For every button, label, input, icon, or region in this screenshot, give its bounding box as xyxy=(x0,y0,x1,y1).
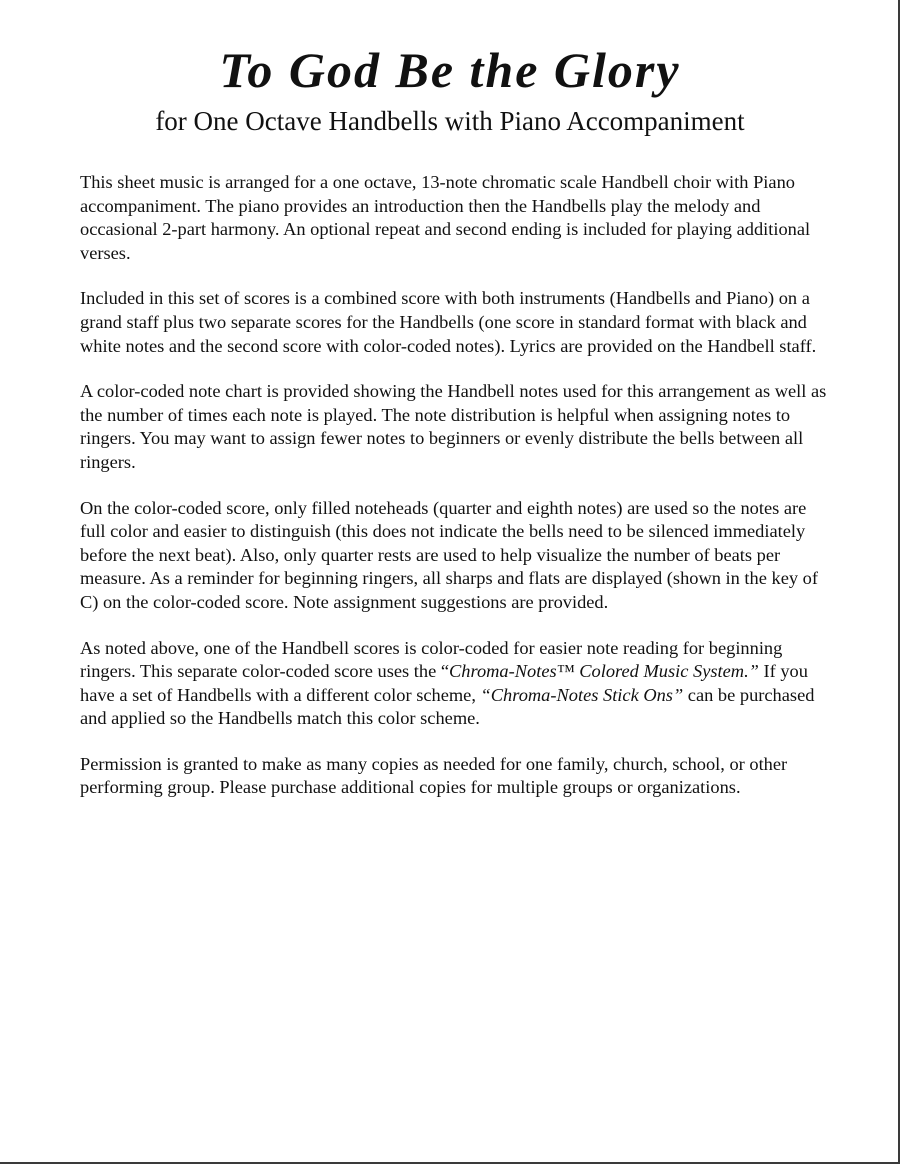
paragraph-permission: Permission is granted to make as many copies as needed for one family, church, school, or other performing group. Please purchase additional copies for multiple groups or organizations. xyxy=(80,753,788,798)
paragraph-chroma-notes xyxy=(80,637,830,731)
paragraph-arrangement: This sheet music is arranged for a one octave, 13-note chromatic scale Handbell choir with Piano accompaniment. The piano provides an introduction then the Handbells play the melody and occasional 2-part harmony. An optional repeat and second ending is included for playing additional verses. xyxy=(80,172,811,263)
document-body xyxy=(80,171,830,822)
chroma-notes-stick-ons-name: “Chroma-Notes Stick Ons” xyxy=(480,684,684,705)
chroma-notes-system-name: Chroma-Notes™ Colored Music System.” xyxy=(449,661,759,682)
paragraph-color-coded-score: On the color-coded score, only filled noteheads (quarter and eighth notes) are used so the notes are full color and easier to distinguish (this does not indicate the bells need to be silenced immediately before the next beat). Also, only quarter rests are used to help visualize the number of beats per measure. As a reminder for beginning ringers, all sharps and flats are displayed (shown in the key of C) on the color-coded score. Note assignment suggestions are provided. xyxy=(80,497,818,612)
paragraph-note-chart: A color-coded note chart is provided showing the Handbell notes used for this arrangement as well as the number of times each note is played. The note distribution is helpful when assigning notes to ringers. You may want to assign fewer notes to beginners or evenly distribute the bells between all ringers. xyxy=(80,381,827,472)
document-title: To God Be the Glory xyxy=(219,42,681,98)
chroma-notes-text-3: can be purchased and applied so the Handbells match this color scheme. xyxy=(80,684,815,729)
document-subtitle: for One Octave Handbells with Piano Accompaniment xyxy=(155,106,745,136)
chroma-notes-text-1: As noted above, one of the Handbell scores is color-coded for easier note reading for beginning ringers. This separate color-coded score uses the “ xyxy=(80,637,783,682)
chroma-notes-text-2: If you have a set of Handbells with a different color scheme, xyxy=(80,661,808,705)
paragraph-scores-included: Included in this set of scores is a combined score with both instruments (Handbells and Piano) on a grand staff plus two separate scores for the Handbells (one score in standard format with black and white notes and the second score with color-coded notes). Lyrics are provided on the Handbell staff. xyxy=(80,288,817,356)
